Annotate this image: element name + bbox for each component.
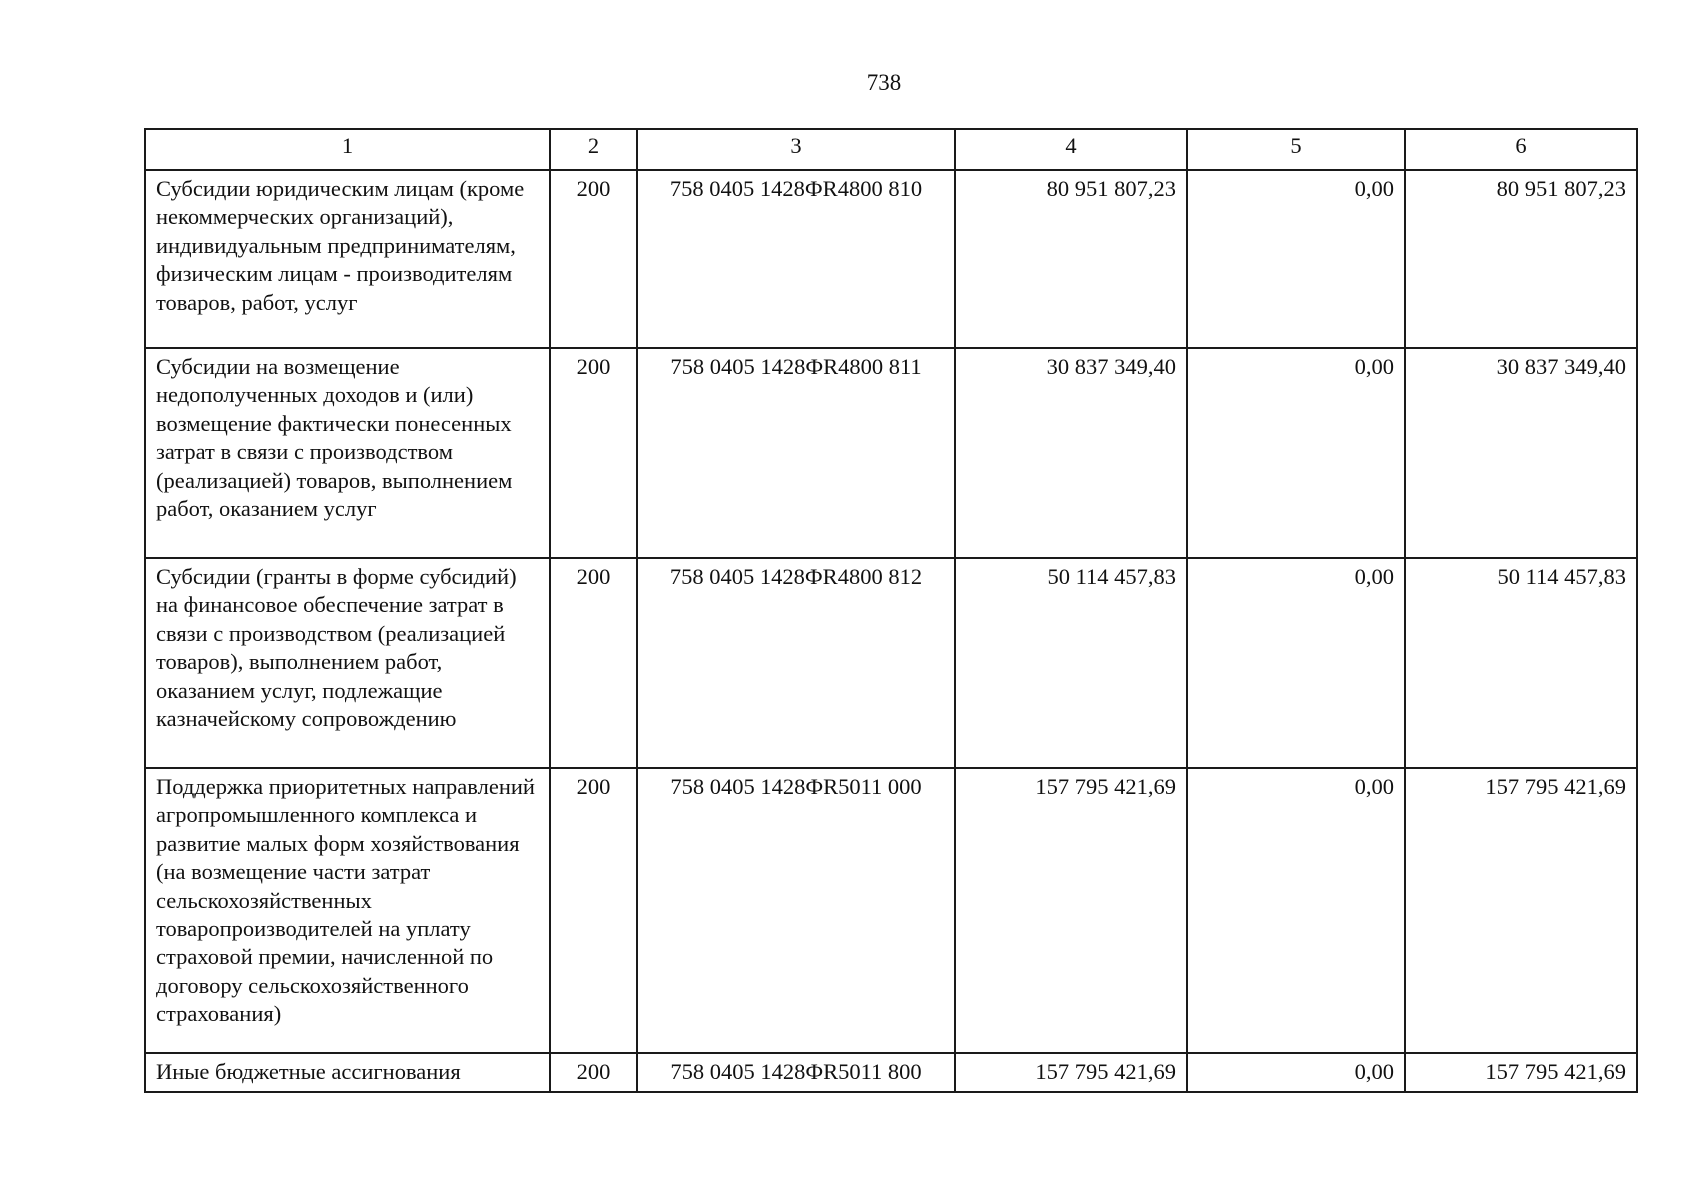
table-row (145, 348, 1637, 558)
row-amount-cell: 0,00 (1187, 1053, 1405, 1092)
column-header: 2 (550, 129, 637, 170)
row-amount-cell: 157 795 421,69 (955, 1053, 1187, 1092)
row-amount-cell: 80 951 807,23 (955, 170, 1187, 348)
row-amount-cell: 0,00 (1187, 558, 1405, 768)
row-classification-cell: 758 0405 1428ФR4800 810 (637, 170, 955, 348)
row-amount-cell: 157 795 421,69 (1405, 768, 1637, 1053)
row-amount-cell: 80 951 807,23 (1405, 170, 1637, 348)
row-amount-cell: 30 837 349,40 (955, 348, 1187, 558)
row-classification-cell: 758 0405 1428ФR5011 800 (637, 1053, 955, 1092)
column-header: 5 (1187, 129, 1405, 170)
row-amount-cell: 30 837 349,40 (1405, 348, 1637, 558)
page-number: 738 (866, 70, 902, 95)
row-code-cell: 200 (550, 348, 637, 558)
row-classification-cell: 758 0405 1428ФR4800 811 (637, 348, 955, 558)
row-code-cell: 200 (550, 558, 637, 768)
row-code-cell: 200 (550, 170, 637, 348)
table-row (145, 170, 1637, 348)
row-amount-cell: 157 795 421,69 (955, 768, 1187, 1053)
row-name-cell: Иные бюджетные ассигнования (145, 1053, 550, 1092)
row-name-cell: Субсидии юридическим лицам (кроме некоммерческих организаций), индивидуальным предпринимателям, физическим лицам - производителям товаров, работ, услуг (145, 170, 550, 348)
row-classification-cell: 758 0405 1428ФR5011 000 (637, 768, 955, 1053)
budget-table (144, 128, 1638, 1093)
row-classification-cell: 758 0405 1428ФR4800 812 (637, 558, 955, 768)
table-row (145, 1053, 1637, 1092)
row-name-cell: Субсидии на возмещение недополученных доходов и (или) возмещение фактически понесенных затрат в связи с производством (реализацией) товаров, выполнением работ, оказанием услуг (145, 348, 550, 558)
column-header: 6 (1405, 129, 1637, 170)
column-header: 3 (637, 129, 955, 170)
column-header: 4 (955, 129, 1187, 170)
row-amount-cell: 0,00 (1187, 348, 1405, 558)
table-row (145, 768, 1637, 1053)
table-header-row (145, 129, 1637, 170)
row-name-cell: Субсидии (гранты в форме субсидий) на финансовое обеспечение затрат в связи с производством (реализацией товаров), выполнением работ, оказанием услуг, подлежащие казначейскому сопровождению (145, 558, 550, 768)
table-row (145, 558, 1637, 768)
row-code-cell: 200 (550, 768, 637, 1053)
row-amount-cell: 157 795 421,69 (1405, 1053, 1637, 1092)
row-amount-cell: 50 114 457,83 (1405, 558, 1637, 768)
column-header: 1 (145, 129, 550, 170)
row-code-cell: 200 (550, 1053, 637, 1092)
row-amount-cell: 0,00 (1187, 170, 1405, 348)
row-amount-cell: 50 114 457,83 (955, 558, 1187, 768)
row-name-cell: Поддержка приоритетных направлений агропромышленного комплекса и развитие малых форм хозяйствования (на возмещение части затрат сельскохозяйственных товаропроизводителей на уплату страховой премии, начисленной по договору сельскохозяйственного страхования) (145, 768, 550, 1053)
row-amount-cell: 0,00 (1187, 768, 1405, 1053)
